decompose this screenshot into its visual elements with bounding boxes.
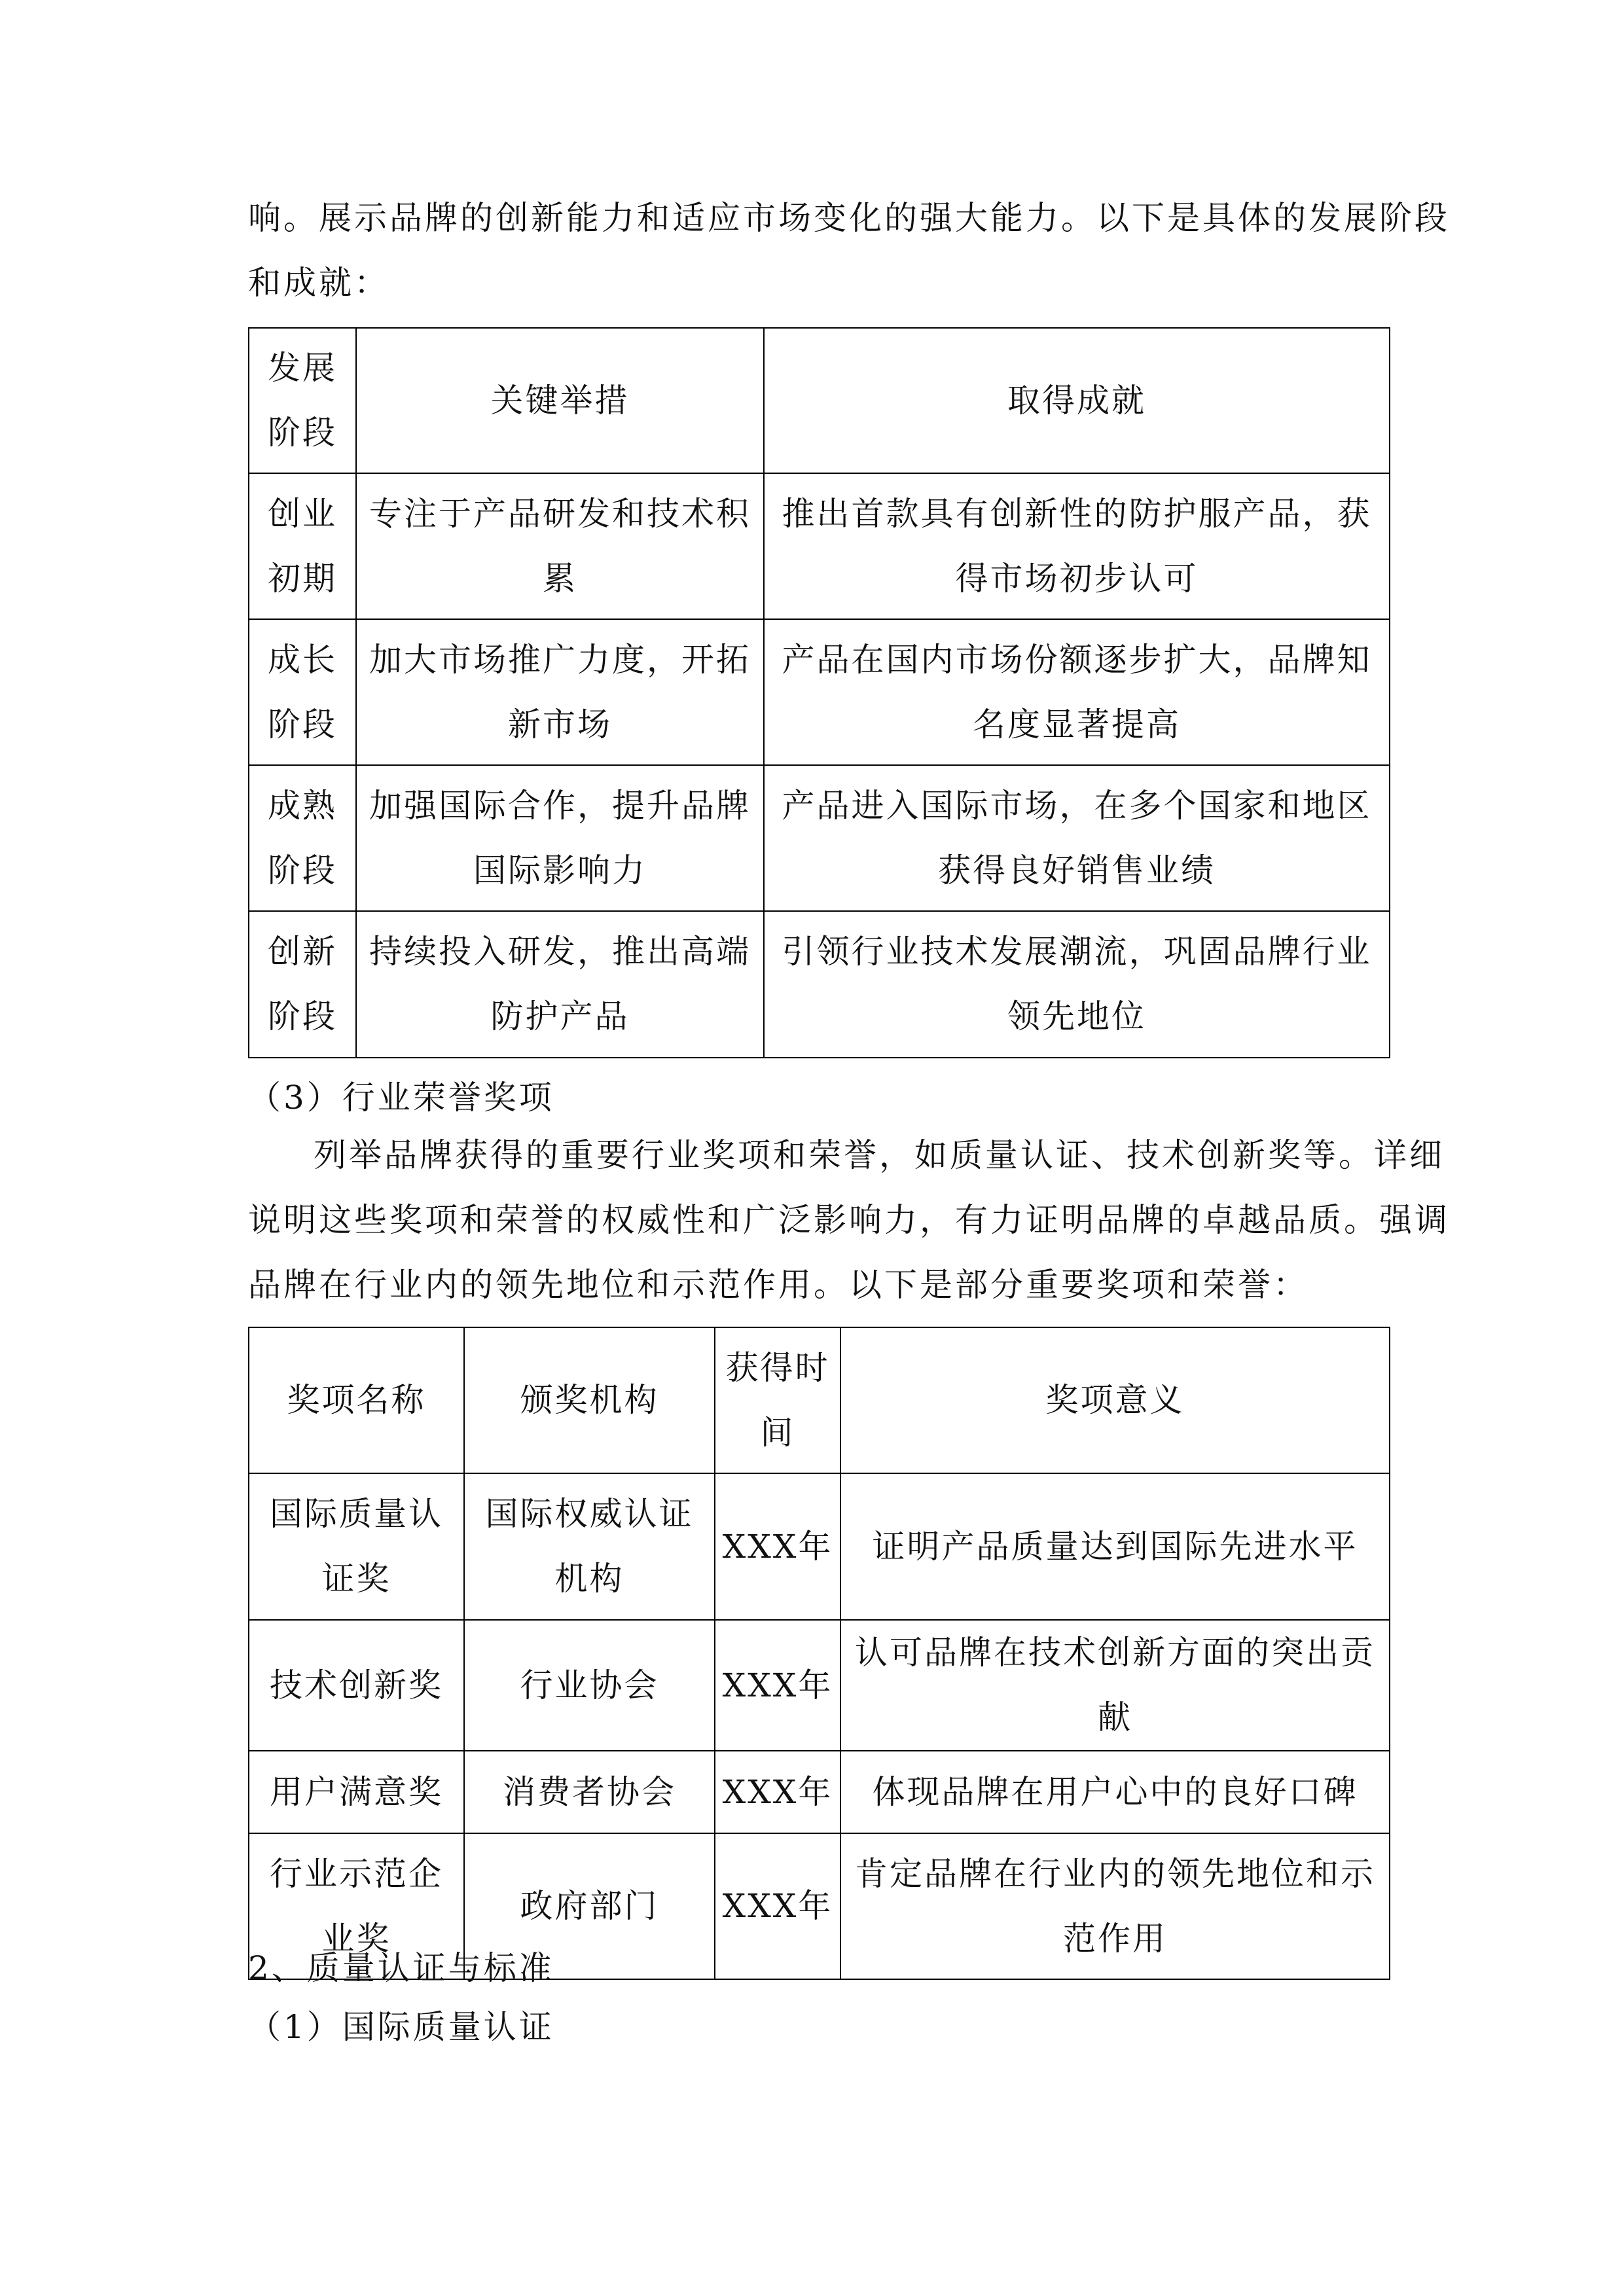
intro-line-2: 和成就： <box>248 264 389 302</box>
award-name-cell: 技术创新奖 <box>249 1620 464 1751</box>
stage-cell: 成熟阶段 <box>249 765 356 911</box>
table-row <box>249 911 1390 1058</box>
measure-cell: 加强国际合作，提升品牌国际影响力 <box>356 765 764 911</box>
development-stages-table <box>248 327 1390 1058</box>
header-cell: 发展阶段 <box>249 328 356 473</box>
award-name-cell: 国际质量认证奖 <box>249 1473 464 1620</box>
subsection-heading: （1）国际质量认证 <box>248 2008 554 2046</box>
issuer-cell: 消费者协会 <box>464 1751 715 1833</box>
significance-cell: 证明产品质量达到国际先进水平 <box>840 1473 1390 1620</box>
stage-cell: 创新阶段 <box>249 911 356 1058</box>
year-cell: XXX年 <box>715 1751 840 1833</box>
table-row <box>249 765 1390 911</box>
stage-cell: 成长阶段 <box>249 619 356 765</box>
measure-cell: 持续投入研发，推出高端防护产品 <box>356 911 764 1058</box>
section-2-heading: 2、质量认证与标准 <box>248 1949 554 1987</box>
table-row <box>249 619 1390 765</box>
year-cell: XXX年 <box>715 1620 840 1751</box>
year-cell: XXX年 <box>715 1473 840 1620</box>
header-cell: 奖项名称 <box>249 1327 464 1473</box>
measure-cell: 加大市场推广力度，开拓新市场 <box>356 619 764 765</box>
table-header-row <box>249 1327 1390 1473</box>
achievement-cell: 产品进入国际市场，在多个国家和地区获得良好销售业绩 <box>764 765 1390 911</box>
significance-cell: 认可品牌在技术创新方面的突出贡献 <box>840 1620 1390 1751</box>
stage-cell: 创业初期 <box>249 473 356 619</box>
achievement-cell: 引领行业技术发展潮流，巩固品牌行业领先地位 <box>764 911 1390 1058</box>
paragraph-line: 说明这些奖项和荣誉的权威性和广泛影响力，有力证明品牌的卓越品质。强调 <box>248 1201 1450 1239</box>
issuer-cell: 国际权威认证机构 <box>464 1473 715 1620</box>
table-row <box>249 1473 1390 1620</box>
header-cell: 关键举措 <box>356 328 764 473</box>
year-cell: XXX年 <box>715 1833 840 1979</box>
achievement-cell: 推出首款具有创新性的防护服产品，获得市场初步认可 <box>764 473 1390 619</box>
section-3-heading: （3）行业荣誉奖项 <box>248 1079 554 1117</box>
header-cell: 取得成就 <box>764 328 1390 473</box>
paragraph-line: 品牌在行业内的领先地位和示范作用。以下是部分重要奖项和荣誉： <box>248 1266 1308 1304</box>
award-name-cell: 用户满意奖 <box>249 1751 464 1833</box>
header-cell: 获得时间 <box>715 1327 840 1473</box>
intro-line-1: 响。展示品牌的创新能力和适应市场变化的强大能力。以下是具体的发展阶段 <box>248 199 1450 237</box>
award-name-cell: 行业示范企业奖 <box>249 1833 464 1979</box>
significance-cell: 肯定品牌在行业内的领先地位和示范作用 <box>840 1833 1390 1979</box>
awards-table <box>248 1327 1390 1980</box>
measure-cell: 专注于产品研发和技术积累 <box>356 473 764 619</box>
table-row <box>249 1751 1390 1833</box>
achievement-cell: 产品在国内市场份额逐步扩大，品牌知名度显著提高 <box>764 619 1390 765</box>
issuer-cell: 政府部门 <box>464 1833 715 1979</box>
table-header-row <box>249 328 1390 473</box>
header-cell: 颁奖机构 <box>464 1327 715 1473</box>
significance-cell: 体现品牌在用户心中的良好口碑 <box>840 1751 1390 1833</box>
header-cell: 奖项意义 <box>840 1327 1390 1473</box>
table-row <box>249 473 1390 619</box>
table-row <box>249 1620 1390 1751</box>
issuer-cell: 行业协会 <box>464 1620 715 1751</box>
paragraph-line: 列举品牌获得的重要行业奖项和荣誉，如质量认证、技术创新奖等。详细 <box>314 1136 1445 1174</box>
